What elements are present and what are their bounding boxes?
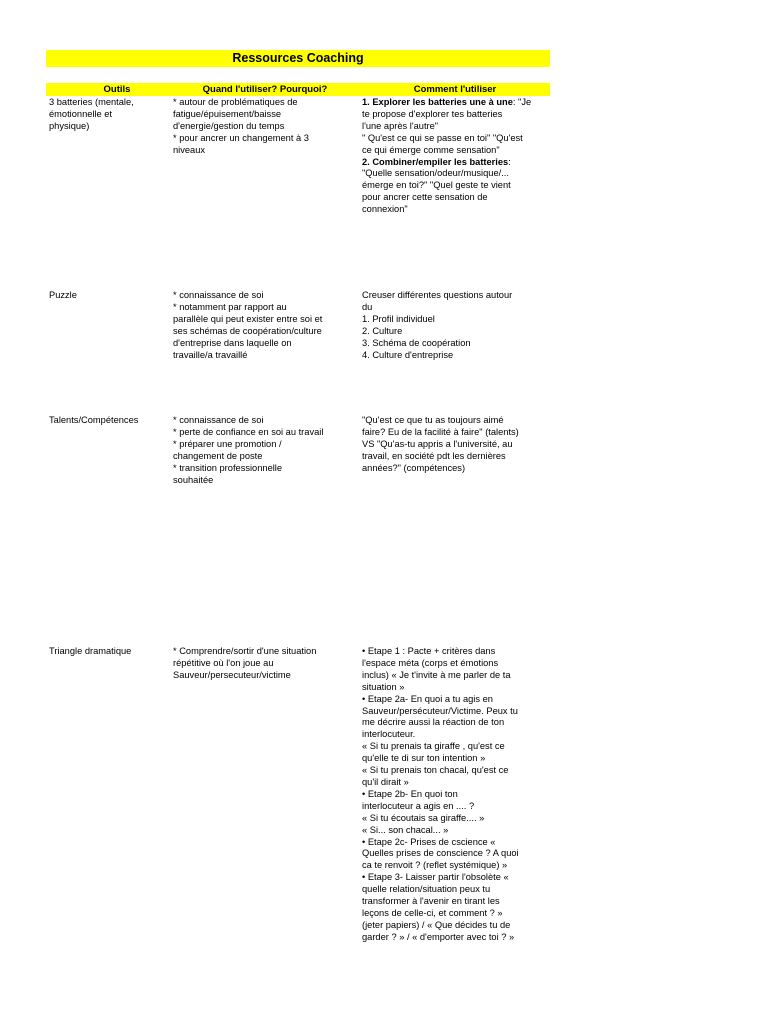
row-outil-talents: Talents/Compétences (49, 415, 139, 425)
row-comment-puzzle: Creuser différentes questions autour du 1. Profil individuel 2. Culture 3. Schéma de coopération 4. Culture d'entreprise (362, 290, 513, 360)
row-outil-batteries: 3 batteries (mentale, émotionnelle et physique) (49, 97, 134, 131)
comment-step-2-title: 2. Combiner/empiler les batteries (362, 156, 509, 167)
header-comment: Comment l'utiliser (413, 84, 497, 95)
header-outils: Outils (103, 84, 131, 95)
comment-step-1-text: : "Je te propose d'explorer tes batteries l'une après l'autre" " Qu'est ce qui se passe en toi" "Qu'est ce qui émerge comme sensation" (362, 97, 532, 155)
row-outil-puzzle: Puzzle (49, 290, 77, 300)
row-quand-puzzle: * connaissance de soi * notamment par rapport au parallèle qui peut exister entre soi et ses schémas de coopération/culture d'entreprise dans laquelle on travaille/a travaillé (173, 290, 323, 360)
row-quand-talents: * connaissance de soi * perte de confiance en soi au travail * préparer une promotion / changement de poste * transition professionnelle souhaitée (173, 415, 324, 485)
header-quand: Quand l'utiliser? Pourquoi? (202, 84, 328, 95)
comment-step-2-text: : "Quelle sensation/odeur/musique/... émerge en toi?" "Quel geste te vient pour ancrer cette sensation de connexion" (362, 156, 511, 215)
document-title: Ressources Coaching (46, 50, 550, 67)
row-quand-batteries: * autour de problématiques de fatigue/épuisement/baisse d'energie/gestion du temps * pour ancrer un changement à 3 niveaux (173, 97, 309, 155)
row-comment-talents: "Qu'est ce que tu as toujours aimé faire? Eu de la facilité à faire" (talents) VS "Qu'as-tu appris a l'université, au travail, en société pdt les dernières années?" (compétences) (362, 415, 519, 473)
row-comment-triangle: • Etape 1 : Pacte + critères dans l'espace méta (corps et émotions inclus) « Je t'invite à me parler de ta situation » • Etape 2a- En quoi a tu agis en Sauveur/persécuteur/Victime. Peux tu me décrire aussi la réaction de ton interlocuteur. « Si tu prenais ta giraffe , qu'est ce qu'elle te di sur ton intention » « Si tu prenais ton chacal, qu'est ce qu'il dirait » • Etape 2b- En quoi ton interlocuteur a agis en .... ? « Si tu écoutais sa giraffe.... » « Si... son chacal... » • Etape 2c- Prises de cscience « Quelles prises de conscience ? A quoi ca te renvoit ? (reflet systémique) » • Etape 3- Laisser partir l'obsolète « quelle relation/situation peux tu transformer à l'avenir en tirant les leçons de celle-ci, et comment ? » (jeter papiers) / « Que décides tu de garder ? » / « d'emporter avec toi ? » (362, 646, 519, 942)
row-outil-triangle: Triangle dramatique (49, 646, 132, 656)
row-quand-triangle: * Comprendre/sortir d'une situation répétitive où l'on joue au Sauveur/persecuteur/victime (173, 646, 317, 680)
comment-step-1-title: 1. Explorer les batteries une à une (362, 97, 513, 107)
table-header (46, 83, 550, 96)
row-comment-batteries (362, 97, 552, 216)
